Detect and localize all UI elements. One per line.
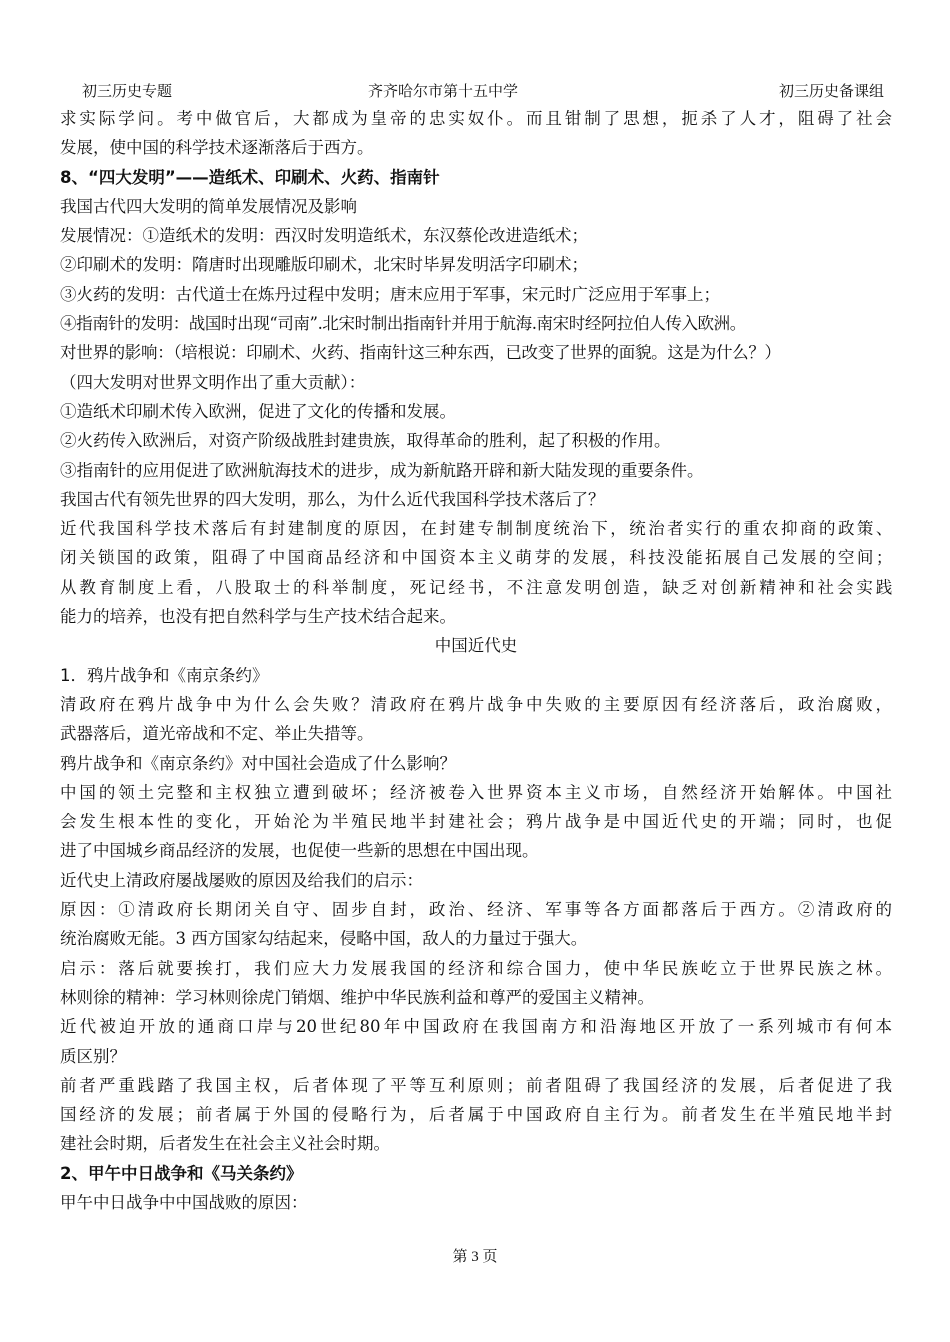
text-line: 武器落后，道光帝战和不定、举止失措等。: [60, 724, 374, 744]
text-line: 国经济的发展；前者属于外国的侵略行为，后者属于中国政府自主行为。前者发生在半殖民地半封: [60, 1105, 892, 1125]
text-line: 发展情况：①造纸术的发明：西汉时发明造纸术，东汉蔡伦改进造纸术；: [60, 226, 588, 246]
text-line: ②火药传入欧洲后，对资产阶级战胜封建贵族，取得革命的胜利，起了积极的作用。: [60, 431, 671, 451]
text-line: 对世界的影响：（培根说：印刷术、火药、指南针这三种东西，已改变了世界的面貌。这是为什么？）: [60, 343, 781, 363]
header-left: 初三历史专题: [82, 84, 173, 100]
text-line: 统治腐败无能。3 西方国家勾结起来，侵略中国，敌人的力量过于强大。: [60, 929, 588, 949]
text-line: 闭关锁国的政策，阻碍了中国商品经济和中国资本主义萌芽的发展，科技没能拓展自己发展的空间；: [60, 548, 892, 568]
text-line: 发展，使中国的科学技术逐渐落后于西方。: [60, 138, 374, 158]
text-line: 能力的培养，也没有把自然科学与生产技术结合起来。: [60, 607, 456, 627]
text-line: 中国的领土完整和主权独立遭到破坏；经济被卷入世界资本主义市场，自然经济开始解体。中国社: [60, 782, 892, 802]
document-body: [60, 104, 892, 1217]
text-line: 甲午中日战争中中国战败的原因：: [60, 1192, 308, 1212]
text-line: 建社会时期，后者发生在社会主义社会时期。: [60, 1134, 390, 1154]
header-right: 初三历史备课组: [778, 84, 884, 100]
text-line: ③火药的发明：古代道士在炼丹过程中发明；唐末应用于军事，宋元时广泛应用于军事上；: [60, 284, 720, 304]
text-line: 近代史上清政府屡战屡败的原因及给我们的启示：: [60, 870, 423, 890]
section-heading: 2、甲午中日战争和《马关条约》: [60, 1163, 303, 1183]
text-line: ④指南针的发明：战国时出现“司南”.北宋时制出指南针并用于航海.南宋时经阿拉伯人传入欧洲。: [60, 314, 746, 334]
text-line: 前者严重践踏了我国主权，后者体现了平等互利原则；前者阻碍了我国经济的发展，后者促进了我: [60, 1075, 892, 1095]
text-line: 近代被迫开放的通商口岸与20世纪80年中国政府在我国南方和沿海地区开放了一系列城市有何本: [60, 1017, 892, 1037]
text-line: ③指南针的应用促进了欧洲航海技术的进步，成为新航路开辟和新大陆发现的重要条件。: [60, 460, 704, 480]
text-line: 启示：落后就要挨打，我们应大力发展我国的经济和综合国力，使中华民族屹立于世界民族之林。: [60, 958, 892, 978]
page-header: [60, 80, 890, 102]
text-line: 鸦片战争和《南京条约》对中国社会造成了什么影响？: [60, 753, 456, 773]
text-line: 质区别？: [60, 1046, 126, 1066]
text-line: 林则徐的精神：学习林则徐虎门销烟、维护中华民族利益和尊严的爱国主义精神。: [60, 987, 654, 1007]
text-line: 进了中国城乡商品经济的发展，也促使一些新的思想在中国出现。: [60, 841, 539, 861]
header-center: 齐齐哈尔市第十五中学: [368, 84, 519, 100]
chapter-title: 中国近代史: [434, 636, 518, 656]
text-line: ②印刷术的发明：隋唐时出现雕版印刷术，北宋时毕昇发明活字印刷术；: [60, 255, 588, 275]
text-line: 求实际学问。考中做官后，大都成为皇帝的忠实奴仆。而且钳制了思想，扼杀了人才，阻碍了社会: [60, 109, 892, 128]
text-line: 近代我国科学技术落后有封建制度的原因，在封建专制制度统治下，统治者实行的重农抑商的政策、: [60, 519, 892, 539]
text-line: 我国古代有领先世界的四大发明，那么，为什么近代我国科学技术落后了？: [60, 489, 605, 509]
text-line: 从教育制度上看，八股取士的科举制度，死记经书，不注意发明创造，缺乏对创新精神和社会实践: [60, 577, 892, 597]
text-line: 原因：①清政府长期闭关自守、固步自封，政治、经济、军事等各方面都落后于西方。②清政府的: [60, 900, 892, 920]
section-heading: 8、“四大发明”——造纸术、印刷术、火药、指南针: [60, 167, 440, 187]
text-line: ①造纸术印刷术传入欧洲，促进了文化的传播和发展。: [60, 401, 456, 421]
text-line: 我国古代四大发明的简单发展情况及影响: [60, 196, 357, 216]
page-number: 第 3 页: [452, 1249, 498, 1265]
text-line: 清政府在鸦片战争中为什么会失败？清政府在鸦片战争中失败的主要原因有经济落后，政治腐败，: [60, 694, 892, 714]
text-line: 会发生根本性的变化，开始沦为半殖民地半封建社会；鸦片战争是中国近代史的开端；同时，也促: [60, 812, 892, 832]
section-heading: 1．鸦片战争和《南京条约》: [60, 665, 269, 685]
text-line: （四大发明对世界文明作出了重大贡献）：: [60, 372, 366, 392]
